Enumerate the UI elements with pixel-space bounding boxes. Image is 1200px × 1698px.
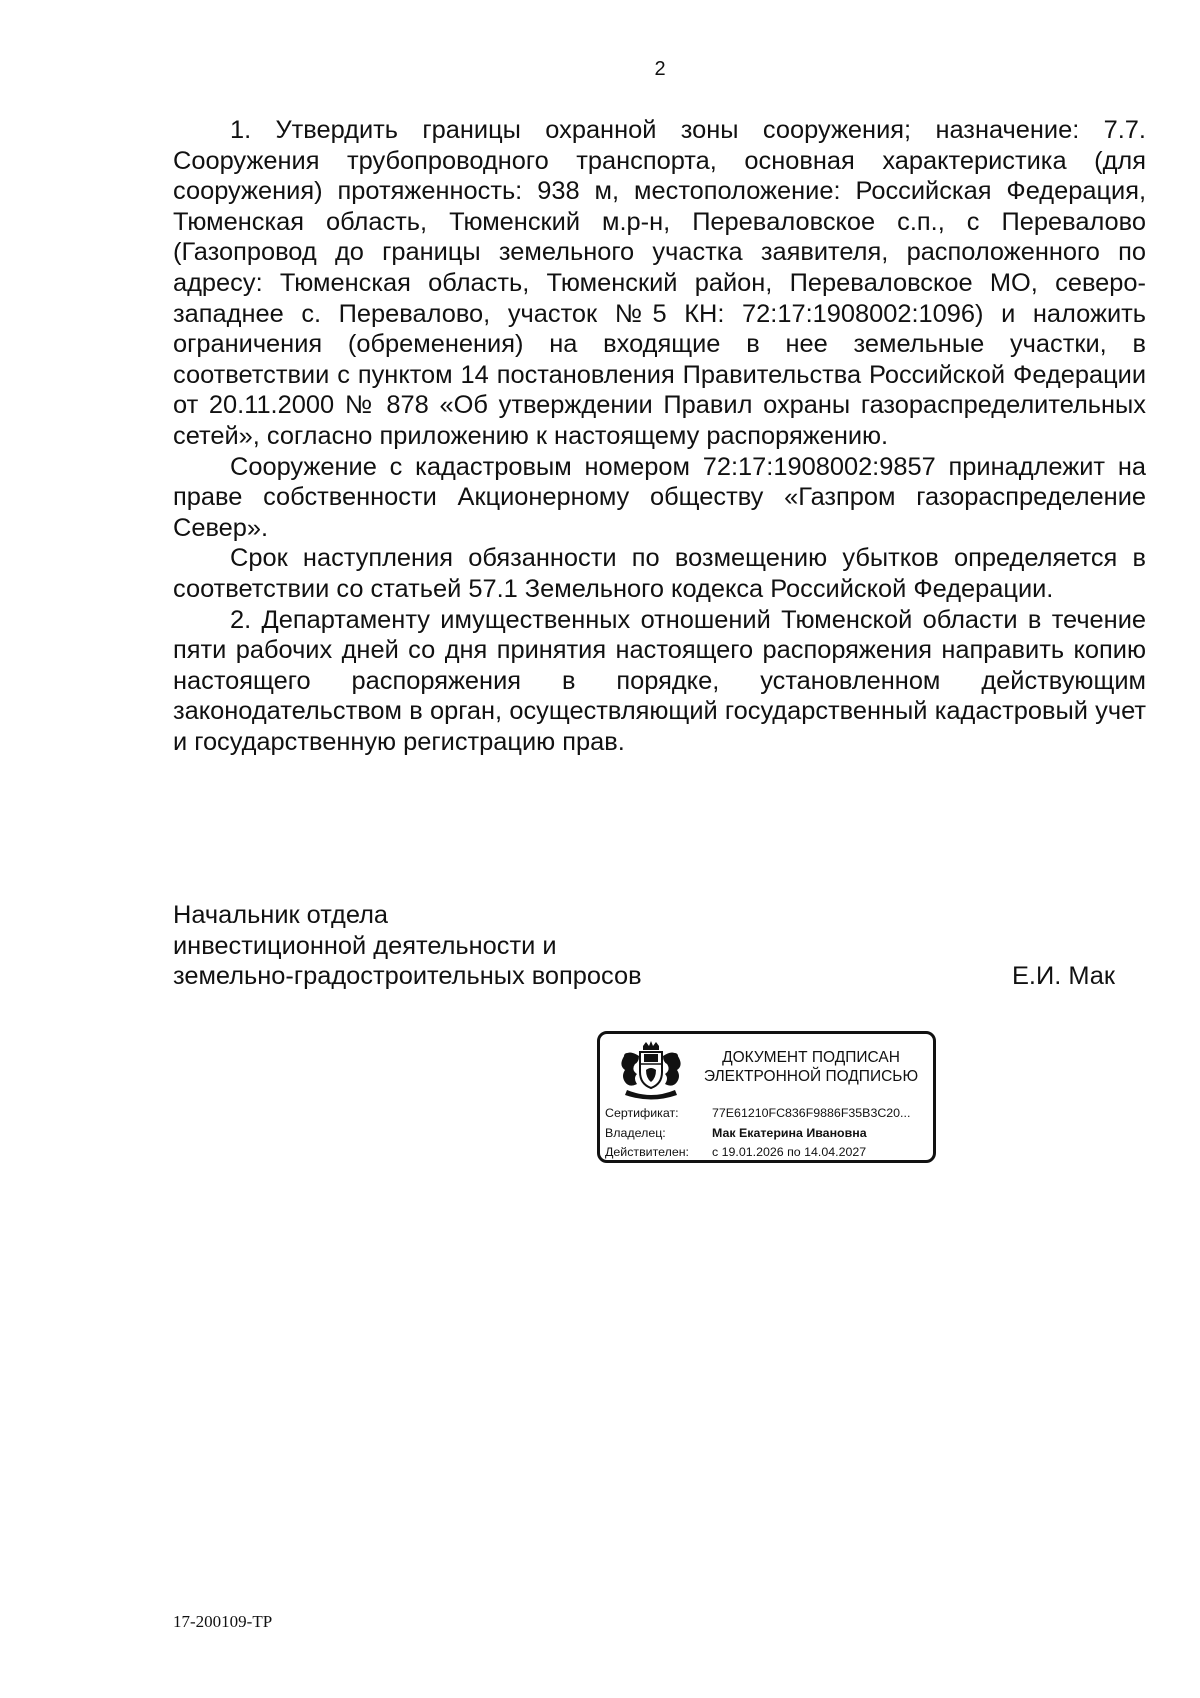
- tyumen-coat-of-arms-icon: [613, 1040, 689, 1104]
- owner-value: Мак Екатерина Ивановна: [712, 1125, 867, 1140]
- signer-position: [173, 900, 642, 992]
- certificate-value: 77E61210FC836F9886F35B3C20...: [712, 1106, 911, 1120]
- certificate-label: Сертификат:: [605, 1106, 679, 1120]
- stamp-title-line-1: ДОКУМЕНТ ПОДПИСАН: [722, 1049, 900, 1066]
- signer-position-line-1: Начальник отдела: [173, 901, 389, 929]
- page-number: 2: [654, 58, 666, 80]
- paragraph-4: 2. Департаменту имущественных отношений Тюменской области в течение пяти рабочих дней со дня принятия настоящего распоряжения направить копию настоящего распоряжения в порядке, установленном действующим законодательством в орган, осуществляющий государственный кадастровый учет и государственную регистрацию прав.: [173, 605, 1146, 756]
- paragraph-2: Сооружение с кадастровым номером 72:17:1908002:9857 принадлежит на праве собственности Акционерному обществу «Газпром газораспределение Север».: [173, 452, 1146, 542]
- paragraph-3: Срок наступления обязанности по возмещению убытков определяется в соответствии со статьей 57.1 Земельного кодекса Российской Федерации.: [173, 544, 1146, 603]
- stamp-title: [696, 1048, 926, 1086]
- signer-name: Е.И. Мак: [1012, 962, 1116, 990]
- owner-label: Владелец:: [605, 1125, 666, 1140]
- valid-label: Действителен:: [605, 1145, 689, 1159]
- stamp-title-line-2: ЭЛЕКТРОННОЙ ПОДПИСЬЮ: [703, 1068, 919, 1085]
- document-body: [173, 115, 1146, 757]
- paragraph-1: 1. Утвердить границы охранной зоны сооружения; назначение: 7.7. Сооружения трубопроводного транспорта, основная характеристика (для сооружения) протяженность: 938 м, местоположение: Российская Федерация, Тюменская область, Тюменский м.р-н, Перевaловское с.п., с Перевалово (Газопровод до границы земельного участка заявителя, расположенного по адресу: Тюменская область, Тюменский район, Перевaловское МО, северо-западнее с. Перевалово, участок №5 КН: 72:17:1908002:1096) и наложить ограничения (обременения) на входящие в нее земельные участки, в соответствии с пунктом 14 постановления Правительства Российской Федерации от 20.11.2000 № 878 «Об утверждении Правил охраны газораспределительных сетей», согласно приложению к настоящему распоряжению.: [173, 116, 1146, 450]
- signer-position-line-3: земельно-градостроительных вопросов: [173, 962, 642, 991]
- valid-value: с 19.01.2026 по 14.04.2027: [712, 1145, 867, 1159]
- electronic-signature-stamp: [597, 1031, 936, 1163]
- document-code: 17-200109-ТР: [173, 1612, 273, 1631]
- signer-position-line-2: инвестиционной деятельности и: [173, 931, 557, 960]
